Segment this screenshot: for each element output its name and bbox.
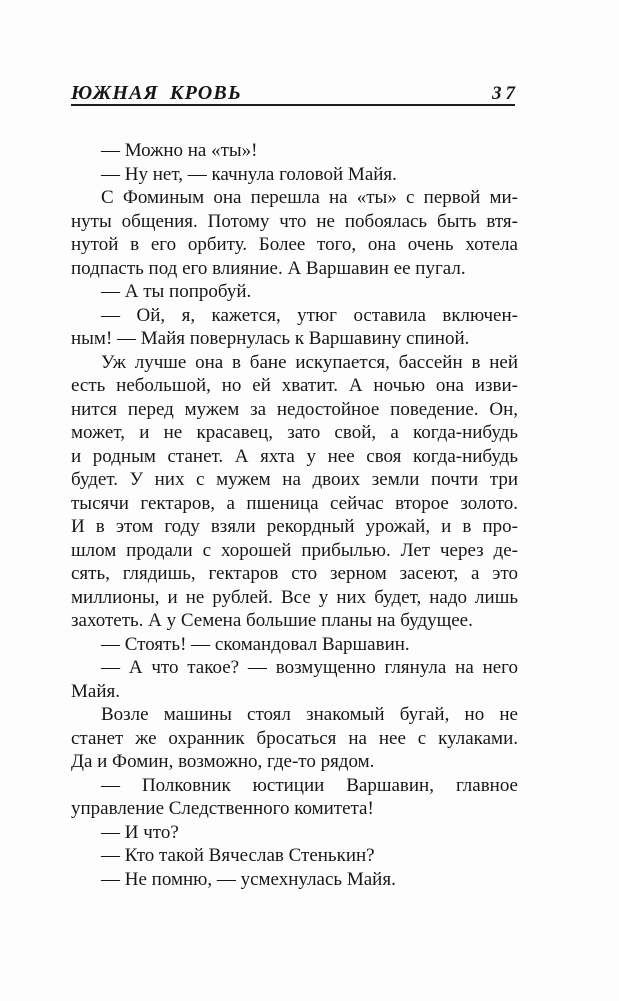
text-line: — Ну нет, — качнула головой Майя. [101, 163, 397, 185]
text-line: — Кто такой Вячеслав Стенькин? [101, 845, 375, 866]
text-line: — А ты попробуй. [101, 281, 252, 302]
text-line: — Можно на «ты»! [101, 140, 258, 161]
header-rule [71, 104, 515, 106]
text-line: сять, глядишь, гектаров сто зерном засеют, а это [71, 563, 518, 584]
text-line: нутой в его орбиту. Более того, она очень хотела [71, 234, 518, 255]
text-line: — Стоять! — скомандовал Варшавин. [101, 633, 410, 655]
text-line: — А что такое? — возмущенно глянула на него [101, 657, 518, 678]
text-line: Да и Фомин, возможно, где-то рядом. [71, 751, 375, 772]
page-number: 37 [492, 83, 519, 104]
text-line: Майя. [71, 680, 120, 702]
text-line: Уж лучше она в бане искупается, бассейн в ней [101, 351, 518, 373]
text-block [71, 139, 518, 891]
running-title: ЮЖНАЯ КРОВЬ [71, 82, 242, 104]
text-line: нится перед мужем за недостойное поведение. Он, [71, 398, 518, 420]
running-header [71, 82, 519, 105]
text-line: будет. У них с мужем на двоих земли почти три [71, 469, 518, 490]
text-line: станет же охранник бросаться на нее с кулаками. [71, 727, 518, 749]
text-line: — Не помню, — усмехнулась Майя. [101, 868, 396, 890]
text-line: — Полковник юстиции Варшавин, главное [101, 774, 518, 796]
text-line: захотеть. А у Семена большие планы на будущее. [71, 610, 473, 631]
text-line: может, и не красавец, зато свой, а когда-нибудь [71, 422, 518, 443]
text-line: шлом продали с хорошей прибылью. Лет через де- [71, 539, 518, 561]
text-line: — И что? [101, 821, 179, 843]
text-line: управление Следственного комитета! [71, 798, 374, 819]
text-line: — Ой, я, кажется, утюг оставила включен- [101, 304, 518, 326]
text-line: Возле машины стоял знакомый бугай, но не [101, 704, 518, 725]
text-line: тысячи гектаров, а пшеница сейчас второе золото. [71, 492, 518, 514]
text-line: ным! — Майя повернулась к Варшавину спиной. [71, 328, 470, 349]
text-line: подпасть под его влияние. А Варшавин ее пугал. [71, 257, 466, 279]
text-line: С Фоминым она перешла на «ты» с первой ми- [101, 187, 518, 208]
text-line: нуты общения. Потому что не побоялась быть втя- [71, 210, 518, 232]
text-line: миллионы, и не рублей. Все у них будет, надо лишь [71, 586, 518, 608]
text-line: и родным станет. А яхта у нее своя когда-нибудь [71, 445, 518, 467]
text-line: И в этом году взяли рекордный урожай, и в про- [71, 516, 518, 537]
text-line: есть небольшой, но ей хватит. А ночью она изви- [71, 375, 518, 396]
